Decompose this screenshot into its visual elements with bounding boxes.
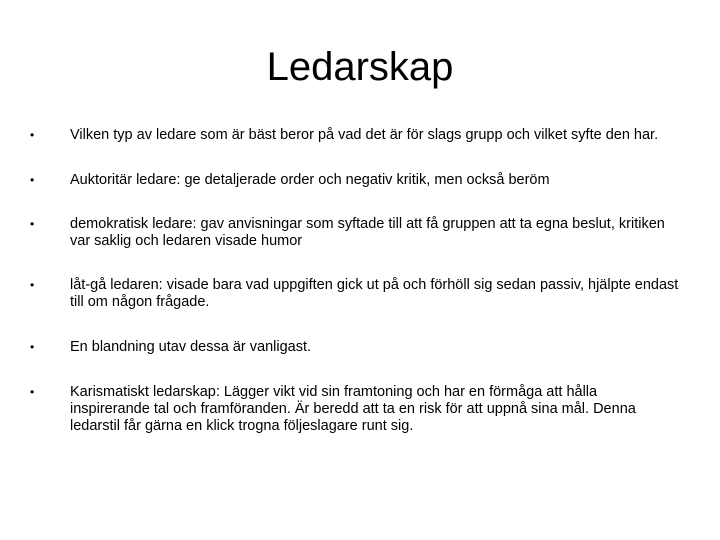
bullet-separator: : — [192, 216, 197, 232]
bullet-separator: : — [176, 172, 181, 188]
bullet-text: gav anvisningar som syftade till att få gruppen att ta egna beslut, kritiken var saklig och ledaren visade humor — [70, 216, 665, 249]
bullet-text: En blandning utav dessa är vanligast. — [70, 339, 312, 355]
slide-title: Ledarskap — [266, 45, 454, 89]
bullet-text: Karismatiskt ledarskap: Lägger vikt vid sin framtoning och har en förmåga att hålla inspirerande tal och framföranden. Är beredd att ta en risk för att uppnå sina mål. Denna ledarstil får gärna en klick trogna följeslagare runt sig. — [70, 384, 636, 434]
bullet-item — [30, 384, 680, 435]
bullet-term: demokratisk ledare — [70, 216, 193, 232]
bullet-item — [30, 277, 680, 311]
bullet-item — [30, 216, 680, 250]
bullet-icon: • — [30, 173, 35, 187]
bullet-item — [30, 127, 680, 144]
bullet-separator: : — [158, 277, 163, 293]
bullet-text: visade bara vad uppgiften gick ut på och förhöll sig sedan passiv, hjälpte endast till om någon frågade. — [70, 277, 679, 310]
bullet-list — [30, 127, 680, 435]
bullet-term: Auktoritär ledare — [70, 172, 177, 188]
bullet-text: ge detaljerade order och negativ kritik, men också beröm — [180, 172, 550, 188]
bullet-icon: • — [30, 217, 35, 231]
bullet-icon: • — [30, 278, 35, 292]
bullet-item — [30, 172, 680, 189]
bullet-item — [30, 339, 680, 356]
bullet-icon: • — [30, 385, 35, 399]
bullet-icon: • — [30, 128, 35, 142]
bullet-text: Vilken typ av ledare som är bäst beror på vad det är för slags grupp och vilket syfte den har. — [70, 127, 659, 143]
bullet-term: låt-gå ledaren — [70, 277, 159, 293]
bullet-icon: • — [30, 340, 35, 354]
